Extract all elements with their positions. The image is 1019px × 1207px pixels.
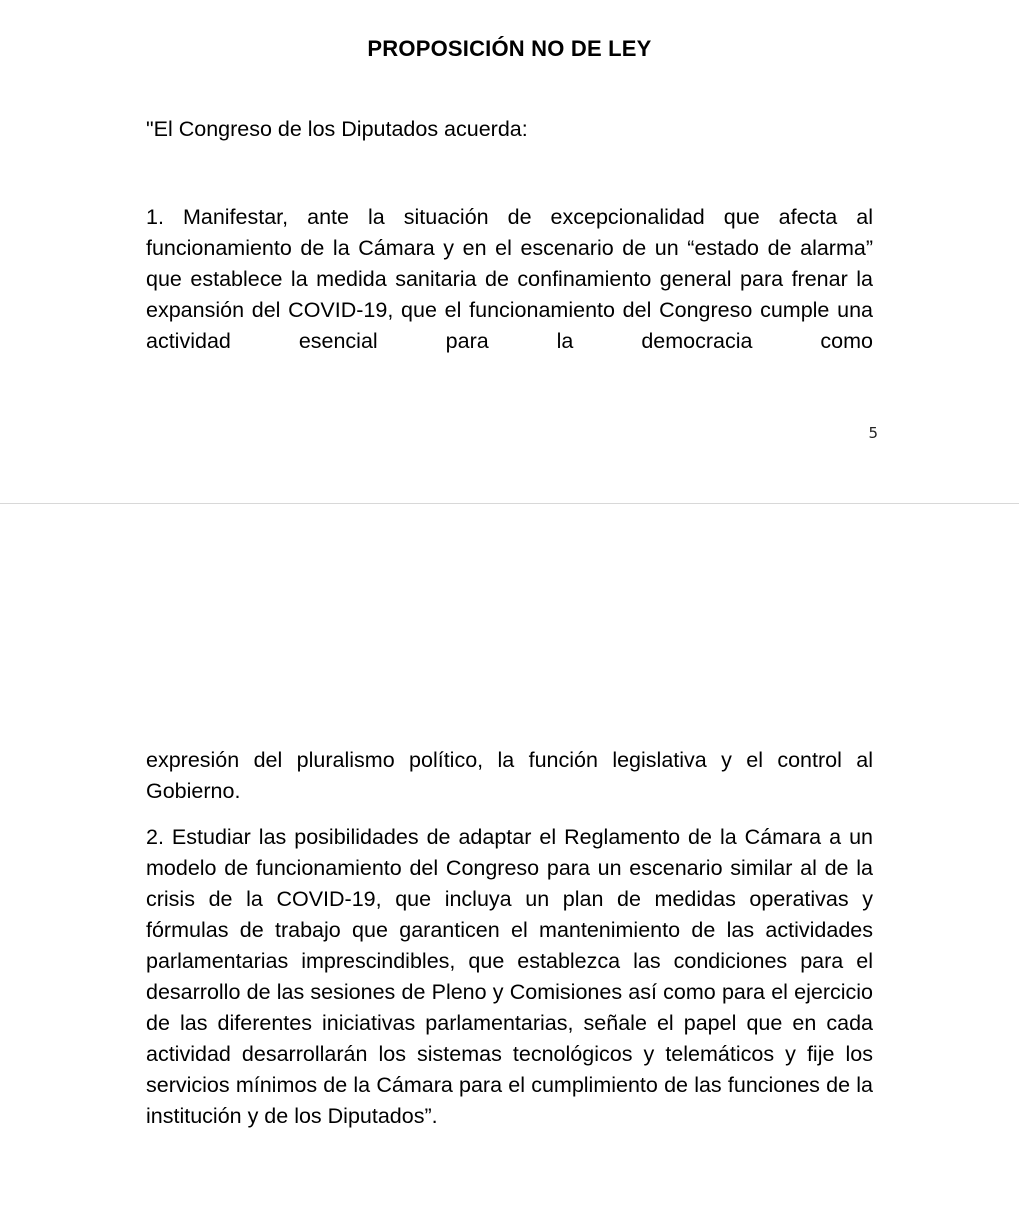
paragraph-2: 2. Estudiar las posibilidades de adaptar el Reglamento de la Cámara a un modelo de funcionamiento del Congreso para un escenario similar al de la crisis de la COVID-19, que incluya un plan de medidas operativas y fórmulas de trabajo que garanticen el mantenimiento de las actividades parlamentarias imprescindibles, que establezca las condiciones para el desarrollo de las sesiones de Pleno y Comisiones así como para el ejercicio de las diferentes iniciativas parlamentarias, señale el papel que en cada actividad desarrollarán los sistemas tecnológicos y telemáticos y fije los servicios mínimos de la Cámara para el cumplimiento de las funciones de la institución y de los Diputados”. (146, 825, 873, 1128)
paragraph-1-part-b: expresión del pluralismo político, la función legislativa y el control al Gobierno. (146, 748, 873, 803)
intro-paragraph: "El Congreso de los Diputados acuerda: (146, 117, 528, 141)
page-number: 5 (868, 424, 878, 442)
document-title: PROPOSICIÓN NO DE LEY (367, 36, 652, 61)
page-break-divider (0, 503, 1019, 504)
paragraph-1-part-a: 1. Manifestar, ante la situación de excepcionalidad que afecta al funcionamiento de la Cámara y en el escenario de un “estado de alarma” que establece la medida sanitaria de confinamiento general para frenar la expansión del COVID-19, que el funcionamiento del Congreso cumple una actividad esencial para la democracia como (146, 205, 873, 353)
